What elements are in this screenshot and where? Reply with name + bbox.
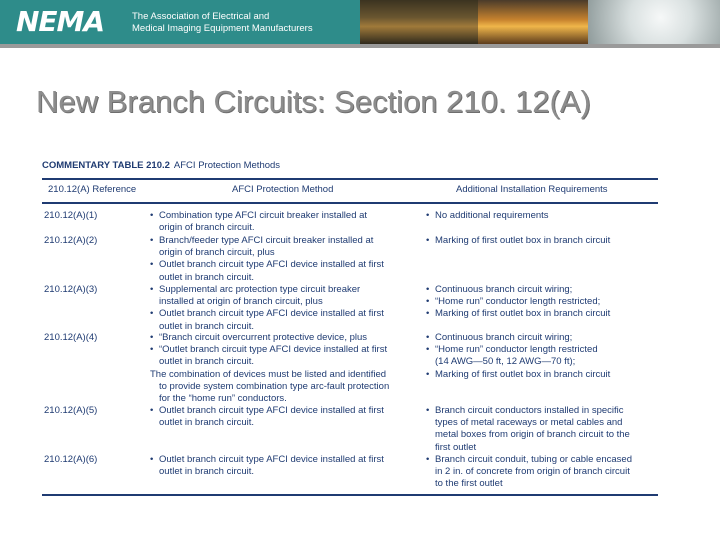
bullet-icon: •	[150, 284, 154, 295]
bullet-icon: •	[150, 454, 154, 465]
requirement-line: • “Home run” conductor length restricted;	[426, 296, 601, 308]
bullet-icon: •	[426, 332, 430, 343]
column-header-reference: 210.12(A) Reference	[48, 184, 137, 195]
reference-cell: 210.12(A)(5)	[44, 405, 98, 416]
bullet-icon: •	[150, 332, 154, 343]
transmission-tower-photo	[360, 0, 478, 44]
method-line: to provide system combination type arc-fault protection	[159, 380, 390, 392]
table-caption-title: AFCI Protection Methods	[173, 160, 281, 171]
requirement-line: to the first outlet	[435, 478, 503, 490]
tagline-line-2: Medical Imaging Equipment Manufacturers	[132, 23, 313, 34]
method-line: • Outlet branch circuit type AFCI device installed at first	[150, 405, 384, 416]
bullet-icon: •	[150, 210, 154, 221]
bullet-icon: •	[426, 308, 430, 320]
requirement-line: • No additional requirements	[426, 210, 549, 221]
method-line: outlet in branch circuit.	[159, 466, 255, 478]
column-header-requirements: Additional Installation Requirements	[456, 184, 608, 195]
reference-cell: 210.12(A)(2)	[44, 235, 98, 246]
method-line: origin of branch circuit.	[159, 222, 255, 234]
method-cell	[150, 405, 412, 429]
commentary-table	[42, 160, 658, 490]
requirement-line: • Marking of first outlet box in branch circuit	[426, 235, 611, 246]
method-line: • Branch/feeder type AFCI circuit breaker installed at	[150, 235, 374, 246]
header-band	[0, 0, 720, 44]
requirement-line: in 2 in. of concrete from origin of branch circuit	[435, 466, 630, 478]
tagline-line-1: The Association of Electrical and	[132, 11, 270, 22]
bullet-icon: •	[426, 284, 430, 295]
requirement-line: • Branch circuit conduit, tubing or cable encased	[426, 454, 632, 465]
requirement-line: metal boxes from origin of branch circuit to the	[435, 429, 630, 441]
reference-cell: 210.12(A)(1)	[44, 210, 98, 221]
requirement-line: • Continuous branch circuit wiring;	[426, 284, 573, 295]
reference-cell: 210.12(A)(4)	[44, 332, 98, 343]
column-header-method: AFCI Protection Method	[232, 184, 334, 195]
method-cell	[150, 332, 412, 405]
association-tagline	[132, 11, 313, 35]
bullet-icon: •	[150, 235, 154, 246]
requirement-line: • “Home run” conductor length restricted	[426, 344, 598, 356]
method-line: outlet in branch circuit.	[159, 320, 255, 332]
requirements-cell	[426, 284, 658, 321]
requirements-cell	[426, 235, 658, 247]
table-caption	[42, 160, 658, 174]
method-line: • Combination type AFCI circuit breaker installed at	[150, 210, 368, 221]
bullet-icon: •	[426, 235, 430, 246]
bullet-icon: •	[150, 259, 154, 271]
slide-title: New Branch Circuits: Section 210. 12(A)	[36, 84, 591, 119]
nema-logo: NEMA	[16, 5, 105, 38]
requirement-line: • Continuous branch circuit wiring;	[426, 332, 573, 343]
reference-cell: 210.12(A)(6)	[44, 454, 98, 465]
bullet-icon: •	[150, 344, 154, 356]
method-line: outlet in branch circuit.	[159, 356, 255, 368]
method-line: • Outlet branch circuit type AFCI device installed at first	[150, 454, 384, 465]
power-line-sunset-photo	[478, 0, 588, 44]
table-bottom-rule	[42, 494, 658, 496]
requirement-line: types of metal raceways or metal cables and	[435, 417, 623, 429]
method-cell	[150, 454, 412, 478]
bullet-icon: •	[150, 405, 154, 416]
bullet-icon: •	[426, 296, 430, 308]
requirements-cell	[426, 405, 658, 454]
table-caption-number: COMMENTARY TABLE 210.2	[42, 160, 170, 171]
bullet-icon: •	[150, 308, 154, 320]
table-top-rule	[42, 178, 658, 180]
requirements-cell	[426, 454, 658, 491]
bullet-icon: •	[426, 454, 430, 465]
bullet-icon: •	[426, 368, 430, 380]
method-cell	[150, 284, 412, 333]
header-divider	[0, 44, 720, 48]
requirement-line: • Branch circuit conductors installed in specific	[426, 405, 624, 416]
method-line: The combination of devices must be listed and identified	[150, 368, 387, 380]
bullet-icon: •	[426, 344, 430, 356]
method-line: • Outlet branch circuit type AFCI device installed at first	[150, 259, 384, 271]
method-cell	[150, 235, 412, 284]
method-line: • Supplemental arc protection type circuit breaker	[150, 284, 361, 295]
bullet-icon: •	[426, 210, 430, 221]
method-line: installed at origin of branch circuit, plus	[159, 296, 323, 308]
requirements-cell	[426, 210, 658, 222]
table-header-rule	[42, 202, 658, 204]
requirements-cell	[426, 332, 658, 381]
method-cell	[150, 210, 412, 234]
method-line: • Outlet branch circuit type AFCI device installed at first	[150, 308, 384, 320]
led-lamp-photo	[588, 0, 720, 44]
method-line: • “Branch circuit overcurrent protective device, plus	[150, 332, 368, 343]
requirement-line: (14 AWG—50 ft, 12 AWG—70 ft);	[435, 356, 576, 368]
bullet-icon: •	[426, 405, 430, 416]
method-line: origin of branch circuit, plus	[159, 247, 275, 259]
method-line: • “Outlet branch circuit type AFCI device installed at first	[150, 344, 388, 356]
method-line: outlet in branch circuit.	[159, 271, 255, 283]
method-line: outlet in branch circuit.	[159, 417, 255, 429]
requirement-line: first outlet	[435, 441, 477, 453]
requirement-line: • Marking of first outlet box in branch circuit	[426, 368, 611, 380]
requirement-line: • Marking of first outlet box in branch circuit	[426, 308, 611, 320]
reference-cell: 210.12(A)(3)	[44, 284, 98, 295]
method-line: for the “home run” conductors.	[159, 393, 287, 405]
